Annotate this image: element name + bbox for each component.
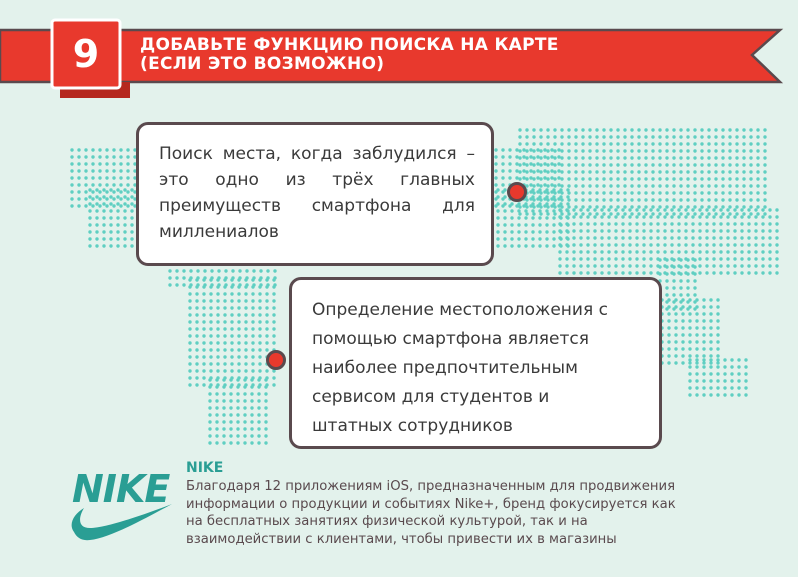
bubble-2-line: сервисом для студентов и (312, 387, 550, 407)
nike-logo-wordmark: NIKE (72, 467, 170, 511)
bubble-2-line: штатных сотрудников (312, 416, 513, 436)
bubble-2-text (312, 296, 652, 441)
speech-bubble-1 (136, 122, 494, 266)
bubble-2-line: Определение местоположения с (312, 300, 608, 320)
brand-name: NIKE (186, 460, 224, 476)
title-line-1: ДОБАВЬТЕ ФУНКЦИЮ ПОИСКА НА КАРТЕ (140, 35, 559, 55)
location-pin-dot-2 (266, 350, 286, 370)
description-line: Благодаря 12 приложениям iOS, предназначенным для продвижения (186, 479, 675, 494)
speech-bubble-2 (289, 277, 662, 449)
location-pin-dot-1 (507, 182, 527, 202)
description-line: информации о продукции и событиях Nike+, бренд фокусируется как (186, 496, 676, 512)
bubble-2-line: наиболее предпочтительным (312, 358, 578, 378)
bubble-2-line: помощью смартфона является (312, 329, 589, 349)
nike-logo (66, 462, 176, 544)
description-line: на бесплатных занятиях физической культурой, так и на (186, 514, 588, 529)
brand-description (186, 478, 746, 548)
title-line-2: (ЕСЛИ ЭТО ВОЗМОЖНО) (140, 54, 385, 74)
description-line: взаимодействии с клиентами, чтобы привести их в магазины (186, 531, 617, 547)
step-number: 9 (72, 32, 100, 76)
bubble-1-text: Поиск места, когда заблудился – это одно из трёх главных преимуществ смартфона для миллениалов (159, 144, 475, 242)
